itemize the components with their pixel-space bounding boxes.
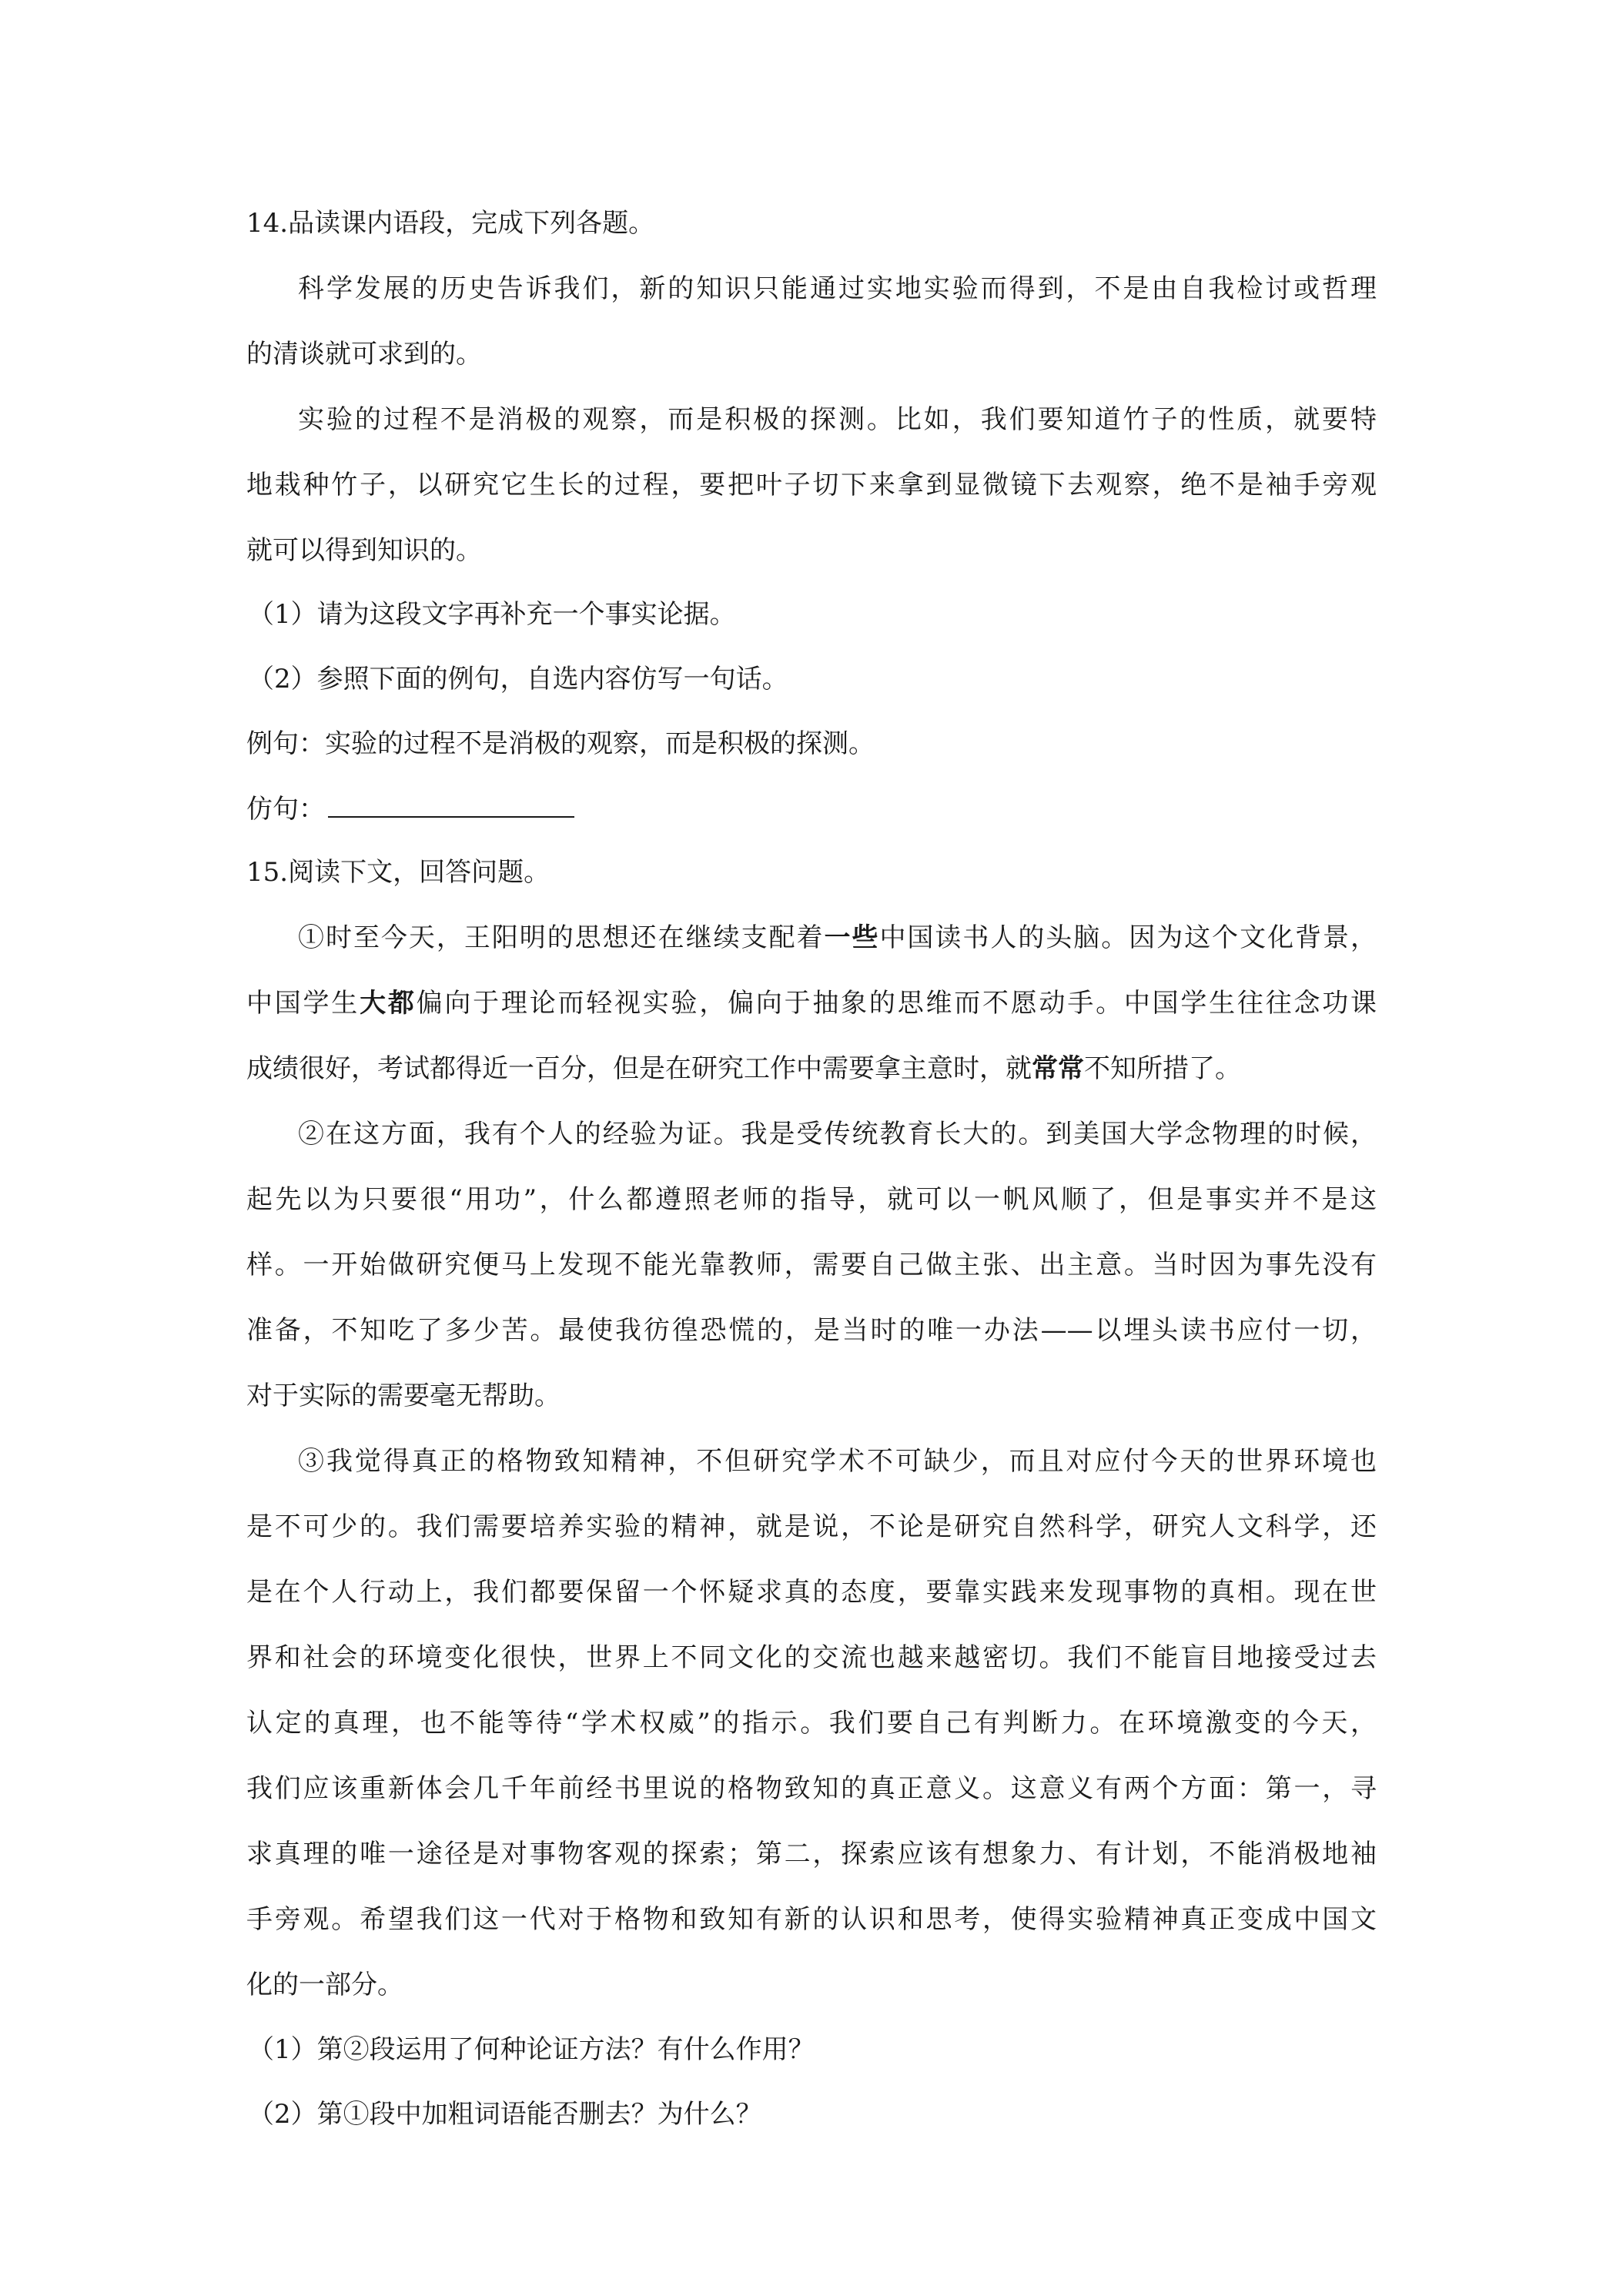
q15-para2-line4: 准备，不知吃了多少苦。最使我彷徨恐慌的，是当时的唯一办法——以埋头读书应付一切， bbox=[246, 1315, 1377, 1346]
q14-subquestion-2: （2）参照下面的例句，自选内容仿写一句话。 bbox=[248, 664, 788, 694]
q15-para2-line5: 对于实际的需要毫无帮助。 bbox=[246, 1381, 561, 1411]
q15-para3-line7: 求真理的唯一途径是对事物客观的探索；第二，探索应该有想象力、有计划，不能消极地袖 bbox=[246, 1839, 1377, 1869]
text-run: 不知所措了。 bbox=[1084, 1053, 1241, 1084]
q15-para2-line3: 样。一开始做研究便马上发现不能光靠教师，需要自己做主张、出主意。当时因为事先没有 bbox=[246, 1250, 1377, 1280]
q14-imitate-label: 仿句： bbox=[246, 794, 325, 825]
answer-blank[interactable] bbox=[328, 793, 574, 818]
q15-para1-line1 bbox=[298, 922, 1377, 953]
bold-word: 一些 bbox=[824, 922, 880, 953]
q15-title: 15.阅读下文，回答问题。 bbox=[246, 857, 550, 888]
q14-para2-line2: 地栽种竹子，以研究它生长的过程，要把叶子切下来拿到显微镜下去观察，绝不是袖手旁观 bbox=[246, 470, 1377, 500]
q15-para3-line9: 化的一部分。 bbox=[246, 1970, 403, 2000]
q14-example-sentence: 例句：实验的过程不是消极的观察，而是积极的探测。 bbox=[246, 728, 875, 759]
q14-subquestion-1: （1）请为这段文字再补充一个事实论据。 bbox=[248, 599, 736, 630]
q15-subquestion-1: （1）第②段运用了何种论证方法？有什么作用？ bbox=[248, 2034, 815, 2065]
q14-para1-line2: 的清谈就可求到的。 bbox=[246, 339, 482, 370]
q15-para2-line1: ②在这方面，我有个人的经验为证。我是受传统教育长大的。到美国大学念物理的时候， bbox=[298, 1119, 1377, 1150]
q14-title: 14.品读课内语段，完成下列各题。 bbox=[246, 208, 655, 239]
q15-subquestion-2: （2）第①段中加粗词语能否删去？为什么？ bbox=[248, 2099, 762, 2130]
q15-para3-line6: 我们应该重新体会几千年前经书里说的格物致知的真正意义。这意义有两个方面：第一，寻 bbox=[246, 1773, 1377, 1804]
q15-para3-line4: 界和社会的环境变化很快，世界上不同文化的交流也越来越密切。我们不能盲目地接受过去 bbox=[246, 1642, 1377, 1673]
q14-para2-line3: 就可以得到知识的。 bbox=[246, 535, 482, 566]
q15-para3-line5: 认定的真理，也不能等待“学术权威”的指示。我们要自己有判断力。在环境激变的今天， bbox=[246, 1708, 1377, 1739]
q15-para3-line1: ③我觉得真正的格物致知精神，不但研究学术不可缺少，而且对应付今天的世界环境也 bbox=[298, 1446, 1377, 1477]
text-run: 中国读书人的头脑。因为这个文化背景， bbox=[879, 922, 1377, 953]
q14-imitate-line bbox=[246, 793, 574, 825]
q14-para2-line1: 实验的过程不是消极的观察，而是积极的探测。比如，我们要知道竹子的性质，就要特 bbox=[298, 404, 1377, 435]
bold-word: 大都 bbox=[360, 988, 417, 1019]
q15-para1-line2 bbox=[246, 988, 1377, 1019]
q15-para3-line8: 手旁观。希望我们这一代对于格物和致知有新的认识和思考，使得实验精神真正变成中国文 bbox=[246, 1904, 1377, 1935]
q15-para2-line2: 起先以为只要很“用功”，什么都遵照老师的指导，就可以一帆风顺了，但是事实并不是这 bbox=[246, 1184, 1377, 1215]
q14-para1-line1: 科学发展的历史告诉我们，新的知识只能通过实地实验而得到，不是由自我检讨或哲理 bbox=[298, 273, 1377, 304]
text-run: 成绩很好，考试都得近一百分，但是在研究工作中需要拿主意时，就 bbox=[246, 1053, 1032, 1084]
bold-word: 常常 bbox=[1032, 1053, 1084, 1084]
q15-para3-line3: 是在个人行动上，我们都要保留一个怀疑求真的态度，要靠实践来发现事物的真相。现在世 bbox=[246, 1577, 1377, 1608]
q15-para1-line3 bbox=[246, 1053, 1241, 1084]
text-run: 偏向于理论而轻视实验，偏向于抽象的思维而不愿动手。中国学生往往念功课 bbox=[416, 988, 1377, 1019]
q15-para3-line2: 是不可少的。我们需要培养实验的精神，就是说，不论是研究自然科学，研究人文科学，还 bbox=[246, 1511, 1377, 1542]
text-run: ①时至今天，王阳明的思想还在继续支配着 bbox=[298, 922, 825, 953]
text-run: 中国学生 bbox=[246, 988, 360, 1019]
